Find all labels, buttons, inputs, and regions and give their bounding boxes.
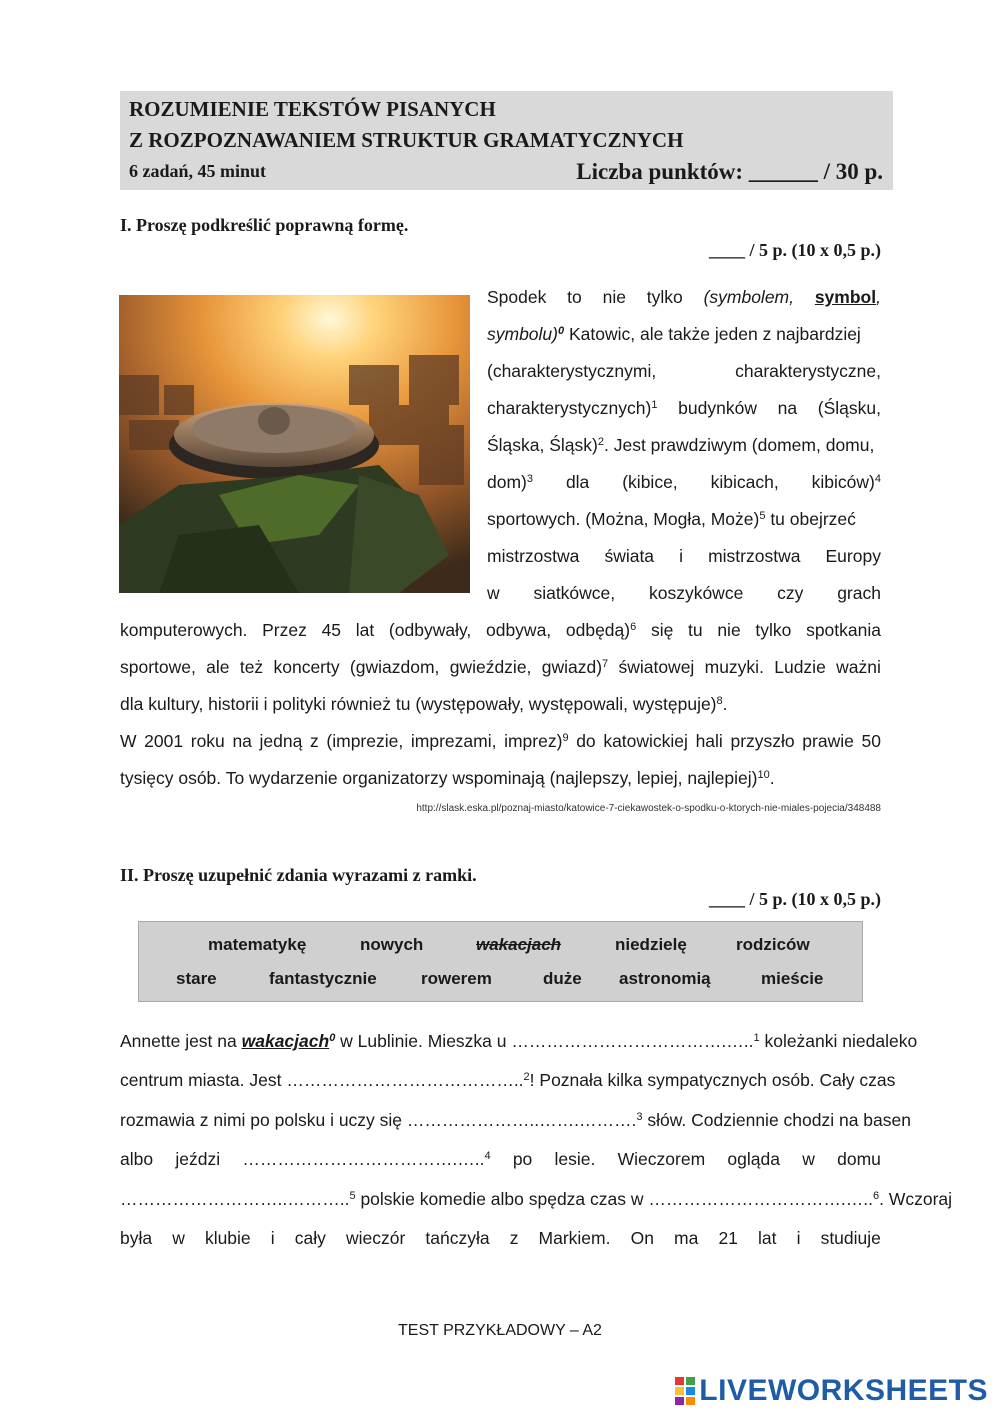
text-line: Spodek to nie tylko (symbolem, symbol,	[487, 279, 881, 316]
word-item[interactable]: stare	[176, 969, 217, 988]
word-item[interactable]: astronomią	[619, 969, 711, 988]
header-title-1: ROZUMIENIE TEKSTÓW PISANYCH	[129, 97, 496, 121]
text-line: albo jeździ ……………………………….…..$^4$ po lesie. Wieczorem ogląda w domu	[120, 1140, 881, 1179]
blank-2[interactable]: …………………………………..	[286, 1070, 524, 1091]
word-item[interactable]: duże	[543, 969, 582, 988]
task2-text	[120, 1022, 953, 1258]
word-item[interactable]: nowych	[360, 935, 424, 954]
text-line: W 2001 roku na jedną z (imprezie, imprezami, imprez)$^9$ do katowickiej hali przyszło prawie 50	[120, 731, 881, 751]
text-line: centrum miasta. Jest …………………………………..$^2$! Poznała kilka sympatycznych osób. Cały czas	[120, 1070, 896, 1091]
word-item[interactable]: fantastycznie	[269, 969, 377, 988]
task1-title: I. Proszę podkreślić poprawną formę.	[120, 215, 409, 235]
blank-3[interactable]: …………………..…….……….	[406, 1109, 637, 1130]
text-line: dla kultury, historii i polityki również tu (występowały, występowali, występuje)$^8$.	[120, 694, 728, 714]
word-item-used: wakacjach	[476, 935, 562, 954]
text-line: charakterystycznych)$^1$ budynków na (Śląsku,	[487, 398, 881, 418]
text-line: Śląska, Śląsk)$^2$. Jest prawdziwym (domem, domu,	[487, 435, 875, 455]
task1-points[interactable]: ____ / 5 p. (10 x 0,5 p.)	[708, 240, 881, 260]
header-title-2: Z ROZPOZNAWANIEM STRUKTUR GRAMATYCZNYCH	[129, 128, 684, 152]
text-line: była w klubie i cały wieczór tańczyła z Markiem. On ma 21 lat i studiuje	[120, 1227, 881, 1248]
text-line: (charakterystycznymi, charakterystyczne,	[487, 361, 881, 381]
source-link[interactable]: http://slask.eska.pl/poznaj-miasto/katowice-7-ciekawostek-o-spodku-o-ktorych-nie-miales-pojecia/348488	[416, 803, 881, 814]
text-line: Annette jest na wakacjach$^0$ w Lublinie. Mieszka u ……………………………….…..$^1$ koleżanki niedaleko	[120, 1031, 918, 1051]
spodek-photo	[119, 295, 470, 593]
text-line: mistrzostwa świata i mistrzostwa Europy	[487, 546, 881, 566]
text-line: sportowe, ale też koncerty (gwiazdom, gwieździe, gwiazd)$^7$ światowej muzyki. Ludzie ważni	[120, 657, 881, 677]
answer-example-symbol[interactable]: symbol,	[814, 287, 881, 307]
header-info: 6 zadań, 45 minut	[129, 161, 267, 181]
logo-icon	[675, 1377, 695, 1405]
text-line: komputerowych. Przez 45 lat (odbywały, odbywa, odbędą)$^6$ się tu nie tylko spotkania	[120, 620, 881, 640]
word-item[interactable]: niedzielę	[615, 935, 687, 954]
task2-points[interactable]: ____ / 5 p. (10 x 0,5 p.)	[708, 889, 881, 909]
word-item[interactable]: mieście	[761, 969, 824, 988]
text-line: dom)$^3$ dla (kibice, kibicach, kibiców)$^4$	[487, 472, 881, 492]
word-item[interactable]: matematykę	[208, 935, 307, 954]
blank-4[interactable]: ……………………………….…..$^4$	[242, 1149, 491, 1170]
blank-6[interactable]: …………………………….…..	[648, 1188, 873, 1209]
text-line: symbolu)$^0$ Katowic, ale także jeden z najbardziej	[487, 324, 861, 344]
text-line: tysięcy osób. To wydarzenie organizatorzy wspominają (najlepszy, lepiej, najlepiej)$^{10}$.	[120, 768, 775, 788]
text-line: w siatkówce, koszykówce czy grach	[487, 583, 881, 603]
logo-text: LIVEWORKSHEETS	[699, 1374, 988, 1407]
header-points[interactable]: Liczba punktów: ______ / 30 p.	[576, 159, 883, 184]
blank-5[interactable]: ………………………..………..	[120, 1188, 350, 1209]
task1-text-narrow	[487, 279, 881, 612]
text-line: sportowych. (Można, Mogła, Może)$^5$ tu obejrzeć	[487, 509, 856, 529]
task2-title: II. Proszę uzupełnić zdania wyrazami z ramki.	[120, 865, 477, 885]
word-box	[138, 921, 863, 1002]
text-line: ………………………..………..$^5$ polskie komedie albo spędza czas w …………………………….…..$^6$. Wczoraj	[120, 1188, 953, 1209]
header-box	[120, 91, 893, 190]
word-item[interactable]: rodziców	[736, 935, 810, 954]
page-footer: TEST PRZYKŁADOWY – A2	[398, 1322, 602, 1339]
liveworksheets-logo[interactable]	[675, 1375, 988, 1407]
task1-text-wide	[120, 612, 881, 797]
text-line: rozmawia z nimi po polsku i uczy się …………………..…….……….$^3$ słów. Codziennie chodzi na basen	[120, 1109, 911, 1130]
word-item[interactable]: rowerem	[421, 969, 492, 988]
blank-1[interactable]: ……………………………….…..	[511, 1031, 754, 1051]
